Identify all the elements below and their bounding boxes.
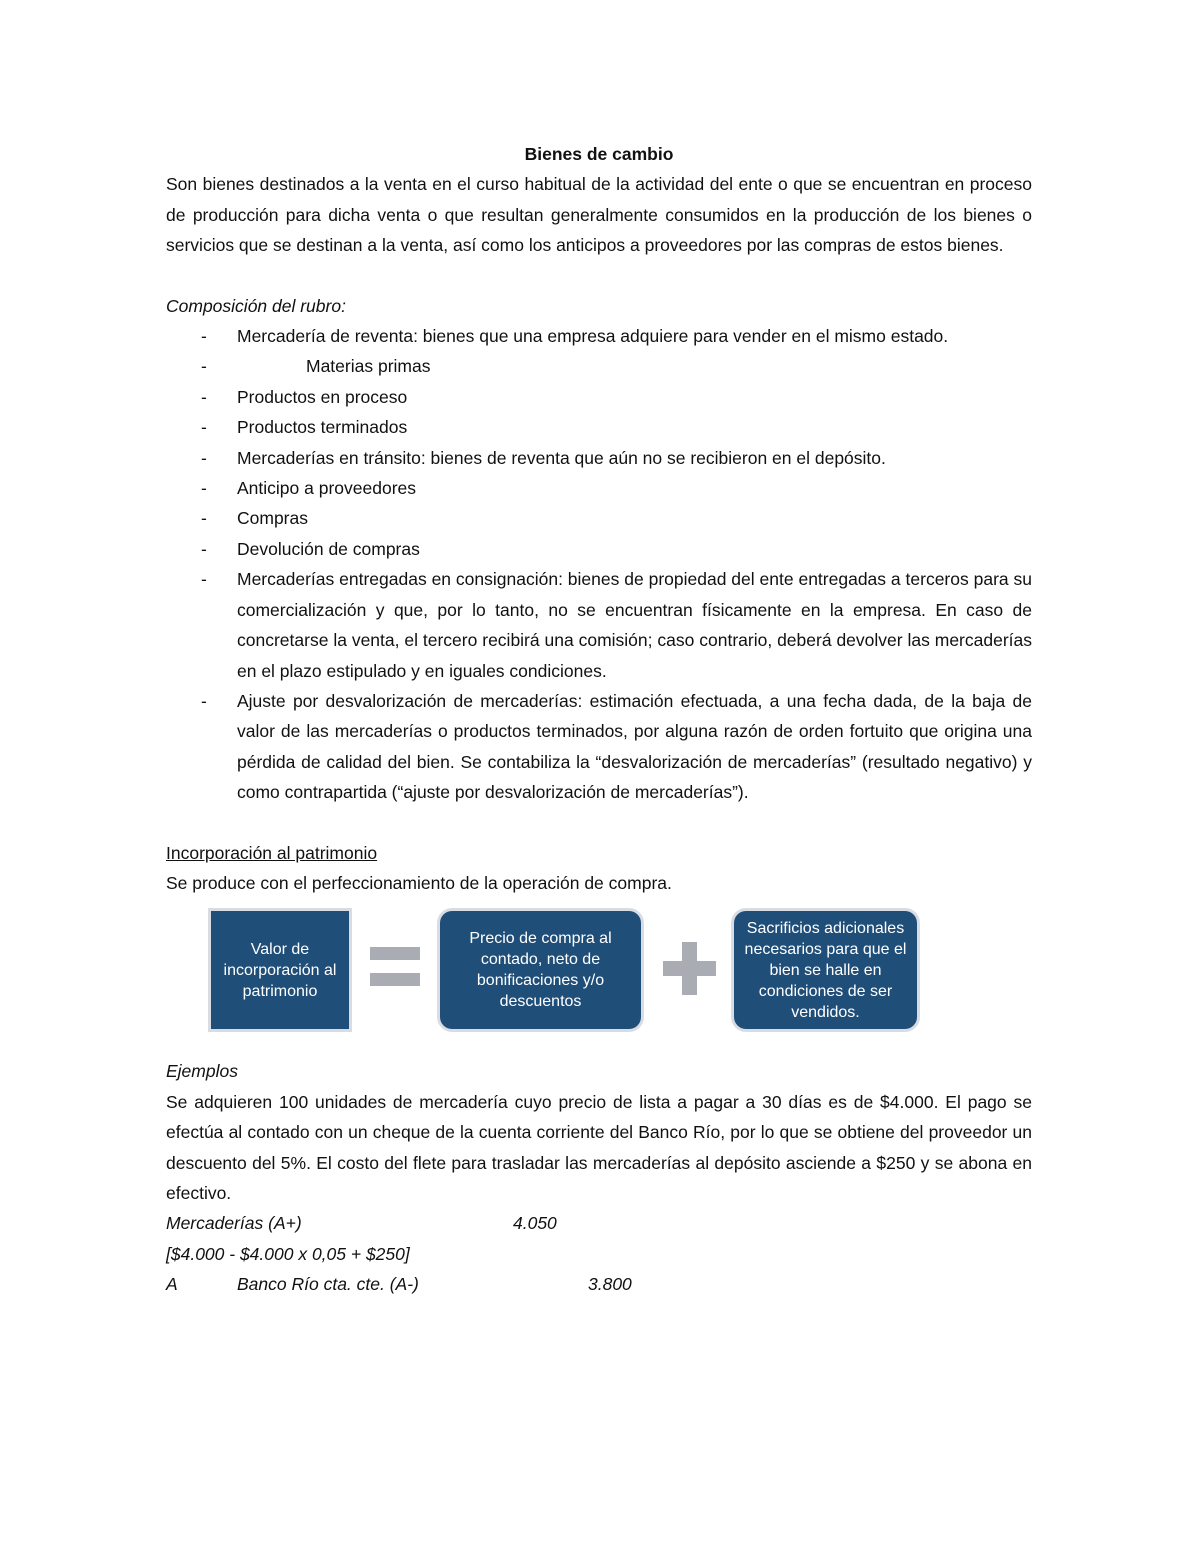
dash-marker: - [201, 538, 207, 559]
dash-marker: - [201, 356, 207, 377]
list-item-text: Mercaderías en tránsito: bienes de reventa que aún no se recibieron en el depósito. [237, 447, 886, 468]
dash-marker: - [201, 508, 207, 529]
credit-prefix: A [166, 1274, 178, 1295]
list-item [166, 686, 1032, 808]
dash-marker: - [201, 417, 207, 438]
incorporation-diagram [166, 908, 1032, 1036]
document-title: Bienes de cambio [524, 144, 674, 164]
dash-marker: - [201, 447, 207, 468]
plus-sign-vertical [682, 942, 697, 995]
list-item-text: Productos en proceso [237, 386, 408, 407]
sacrificios-adicionales-label: Sacrificios adicionales necesarios para que el bien se halle en condiciones de ser vendidos. [744, 919, 907, 1021]
list-item-text: Mercadería de reventa: bienes que una empresa adquiere para vender en el mismo estado. [237, 326, 949, 347]
list-item-text: Compras [237, 508, 308, 529]
list-item [166, 351, 1032, 381]
journal-entry-debit [166, 1208, 1032, 1238]
list-item [166, 443, 1032, 473]
sacrificios-adicionales-box [734, 911, 917, 1029]
list-item [166, 473, 1032, 503]
journal-entry-calculation [166, 1239, 1032, 1269]
equals-sign-bottom-bar [370, 973, 420, 986]
ejemplos-paragraph: Se adquieren 100 unidades de mercadería cuyo precio de lista a pagar a 30 días es de $4.000. El pago se efectúa al contado con un cheque de la cuenta corriente del Banco Río, por lo que se obtiene del proveedor un descuento del 5%. El costo del flete para trasladar las mercaderías al depósito asciende a $250 y se abona en efectivo. [166, 1091, 1032, 1203]
list-item-text: Devolución de compras [237, 538, 420, 559]
spacer [166, 261, 1032, 291]
calculation-text: [$4.000 - $4.000 x 0,05 + $250] [166, 1243, 410, 1264]
journal-entry-credit [166, 1269, 1032, 1299]
list-item-text: Productos terminados [237, 417, 408, 438]
credit-account: Banco Río cta. cte. (A-) [237, 1274, 419, 1295]
precio-compra-box [440, 911, 641, 1029]
credit-amount: 3.800 [588, 1274, 632, 1295]
dash-marker: - [201, 690, 207, 711]
list-item [166, 534, 1032, 564]
list-item [166, 321, 1032, 351]
intro-paragraph: Son bienes destinados a la venta en el curso habitual de la actividad del ente o que se encuentran en proceso de producción para dicha venta o que resultan generalmente consumidos en la producción de los bienes o servicios que se destinan a la venta, así como los anticipos a proveedores por las compras de estos bienes. [166, 174, 1032, 256]
incorporacion-heading: Incorporación al patrimonio [166, 842, 378, 863]
valor-incorporacion-label: Valor de incorporación al patrimonio [223, 940, 337, 1000]
list-item [166, 503, 1032, 533]
list-item [166, 564, 1032, 686]
spacer [166, 808, 1032, 838]
list-item-text: Ajuste por desvalorización de mercaderías: estimación efectuada, a una fecha dada, de la baja de valor de las mercaderías o productos terminados, por alguna razón de orden fortuito que origina una pérdida de calidad del bien. Se contabiliza la “desvalorización de mercaderías” (resultado negativo) y como contrapartida (“ajuste por desvalorización de mercaderías”). [237, 690, 1032, 803]
dash-marker: - [201, 569, 207, 590]
precio-compra-label: Precio de compra al contado, neto de bonificaciones y/o descuentos [469, 930, 612, 1011]
dash-marker: - [201, 326, 207, 347]
debit-account: Mercaderías (A+) [166, 1213, 302, 1234]
list-item-text: Materias primas [306, 356, 431, 377]
composicion-list [166, 321, 1032, 808]
composicion-heading: Composición del rubro: [166, 295, 346, 316]
equals-sign-top-bar [370, 947, 420, 960]
ejemplos-heading: Ejemplos [166, 1061, 238, 1082]
dash-marker: - [201, 386, 207, 407]
list-item-text: Anticipo a proveedores [237, 478, 416, 499]
document-page [166, 139, 1032, 1300]
list-item [166, 412, 1032, 442]
incorporacion-text: Se produce con el perfeccionamiento de la operación de compra. [166, 872, 672, 893]
list-item [166, 382, 1032, 412]
valor-incorporacion-box [211, 911, 349, 1029]
dash-marker: - [201, 478, 207, 499]
list-item-text: Mercaderías entregadas en consignación: bienes de propiedad del ente entregadas a terceros para su comercialización y que, por lo tanto, no se encuentran físicamente en la empresa. En caso de concretarse la venta, el tercero recibirá una comisión; caso contrario, deberá devolver las mercaderías en el plazo estipulado y en iguales condiciones. [237, 569, 1032, 681]
debit-amount: 4.050 [513, 1213, 557, 1234]
